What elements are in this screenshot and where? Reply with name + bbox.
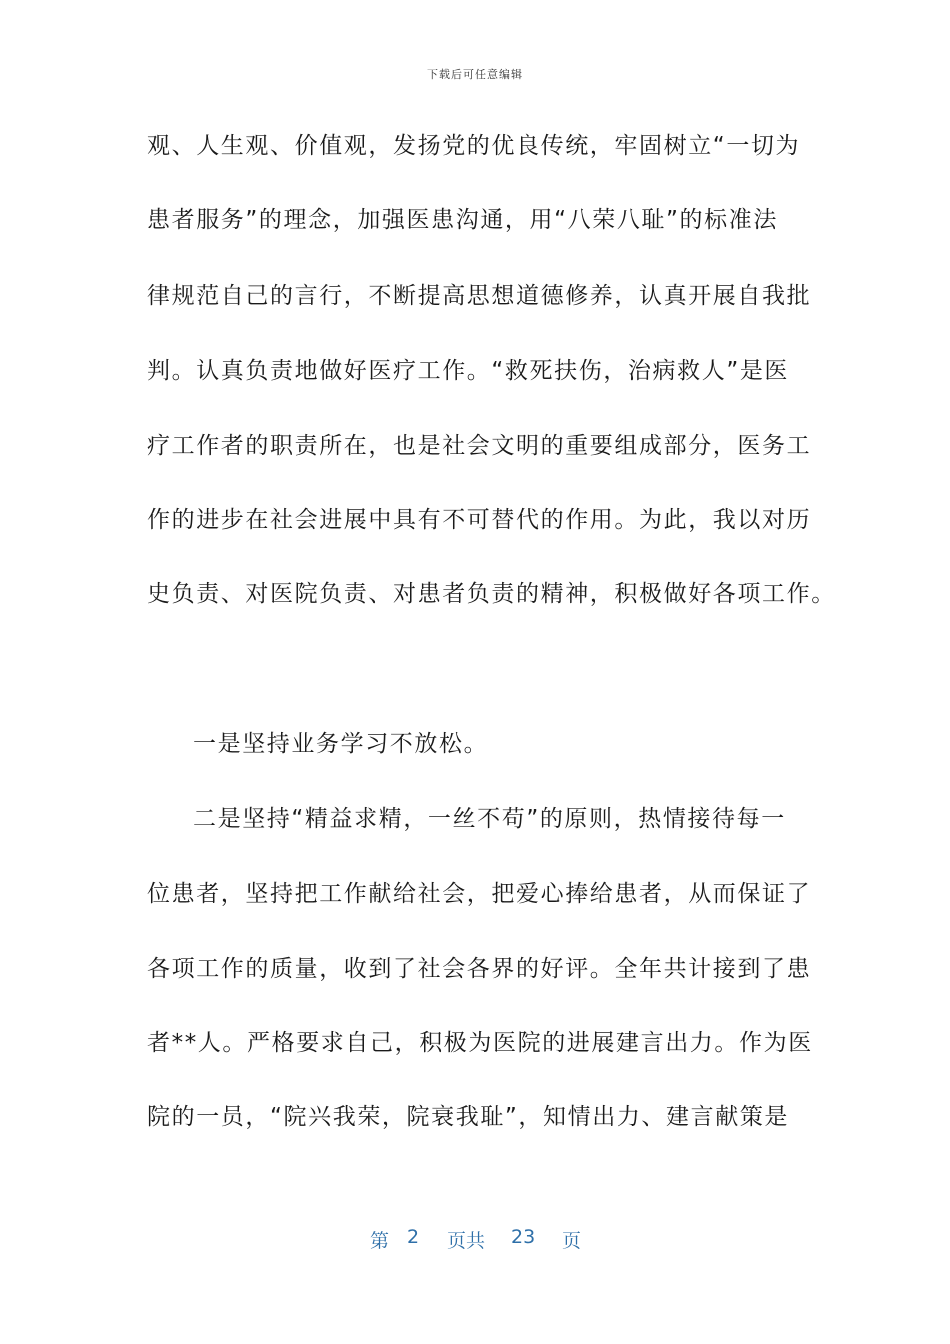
- footer-label-page: 第: [370, 1230, 390, 1252]
- footer-total-pages: 23: [511, 1226, 536, 1248]
- text-line: 律规范自己的言行，不断提高思想道德修养，认真开展自我批: [147, 283, 812, 309]
- text-line: 判。认真负责地做好医疗工作。“救死扶伤，治病救人”是医: [147, 358, 790, 384]
- page-footer: [0, 1226, 950, 1252]
- text-line: 史负责、对医院负责、对患者负责的精神，积极做好各项工作。: [147, 581, 836, 607]
- text-line: 观、人生观、价值观，发扬党的优良传统，牢固树立“一切为: [147, 133, 801, 159]
- text-line: 疗工作者的职责所在，也是社会文明的重要组成部分，医务工: [147, 433, 812, 459]
- text-line-indented: 一是坚持业务学习不放松。: [193, 731, 489, 757]
- footer-label-of: 页共: [447, 1230, 486, 1252]
- text-line: 各项工作的质量，收到了社会各界的好评。全年共计接到了患: [147, 956, 812, 982]
- text-line: 患者服务”的理念，加强医患沟通，用“八荣八耻”的标准法: [147, 207, 778, 233]
- footer-current-page: 2: [407, 1226, 420, 1248]
- page-header: 下载后可任意编辑: [427, 68, 523, 81]
- text-line: 者**人。严格要求自己，积极为医院的进展建言出力。作为医: [147, 1030, 813, 1056]
- footer-label-end: 页: [562, 1230, 582, 1252]
- text-line: 院的一员，“院兴我荣，院衰我耻”，知情出力、建言献策是: [147, 1104, 790, 1130]
- text-line: 作的进步在社会进展中具有不可替代的作用。为此，我以对历: [147, 507, 812, 533]
- text-line-indented: 二是坚持“精益求精，一丝不苟”的原则，热情接待每一: [193, 806, 786, 832]
- text-line: 位患者，坚持把工作献给社会，把爱心捧给患者，从而保证了: [147, 881, 812, 907]
